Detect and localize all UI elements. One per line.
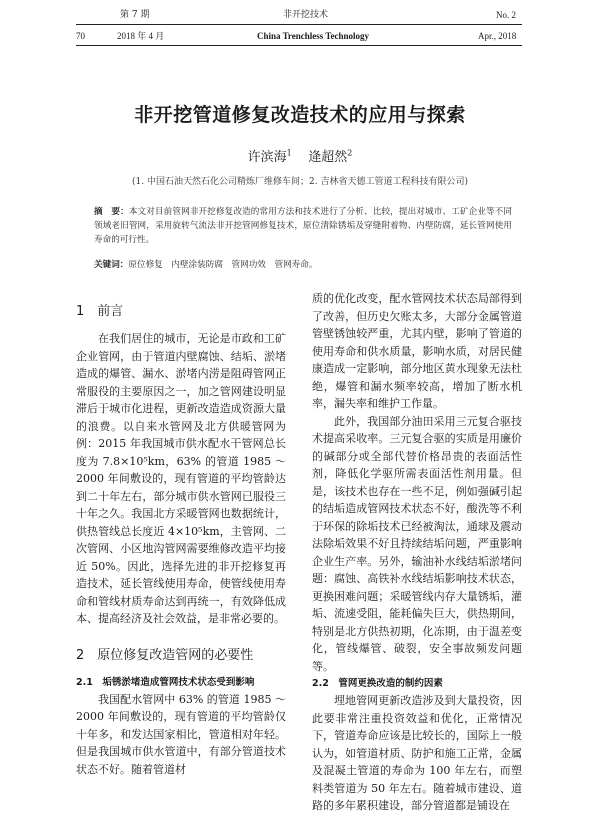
author-line [0, 146, 600, 165]
abstract [94, 205, 512, 247]
author-name: 逄超然 [308, 150, 348, 165]
section-heading: 2 原位修复改造管网的必要性 [76, 647, 254, 663]
paragraph: 我国配水管网中 63% 的管道 1985 ～ 2000 年间敷设的，现有管道的平均管龄仅十年多，和发达国家相比，管道相对年轻。但是我国城市供水管道中，有部分管道技术状态不好。随着管道材 [76, 692, 286, 776]
paragraph: 在我们居住的城市，无论是市政和工矿企业管网，由于管道内壁腐蚀、结垢、淤堵造成的爆管、漏水、淤堵内涝是阻碍管网正常服役的主要原因之一，加之管网建设明显滞后于城市化进程，更新改造造成资源大量的浪费。以自来水管网及北方供暖管网为例：2015 年我国城市供水配水干管网总长度为 7.8×10⁵km，63% 的管道 1985 ～ 2000 年间敷设的，现有管道的平均管龄达到二十年左右，部分城市供水管网已服役三十年之久。我国北方采暖管网也数据统计，供热管线总长度近 4×10⁵km，主管网、二次管网、小区地沟管网需要维修改造平均接近 50%。因此，选择先进的非开挖修复再造技术，延长管线使用寿命，使管线使用寿命和管线材质寿命达到再统一，有效降低成本、提高经济及社会效益，是非常必要的。 [76, 332, 286, 625]
header-issue-en: No. 2 [496, 10, 516, 20]
keywords-label: 关键词： [94, 260, 129, 270]
subsection-heading: 2.2 管网更换改造的制约因素 [312, 678, 443, 689]
header-page-number: 70 [76, 31, 85, 41]
author-name: 许滨海 [247, 150, 287, 165]
header-journal-en: China Trenchless Technology [257, 31, 370, 41]
abstract-label: 摘 要： [94, 207, 129, 217]
keywords [94, 258, 512, 272]
body-right-column [312, 290, 522, 815]
author-affiliation: (1. 中国石油天然石化公司精炼厂维修车间；2. 吉林省天德工管道工程科技有限公司) [132, 177, 468, 187]
header-date-en: Apr., 2018 [478, 31, 517, 41]
paragraph: 质的优化改变，配水管网技术状态局部得到了改善，但历史欠账太多，大部分金属管道管壁锈蚀较严重，尤其内壁，影响了管道的使用寿命和供水质量，影响水质，对居民健康造成一定影响，部分地区黄水现象无法杜绝，爆管和漏水频率较高，增加了断水机率，漏失率和维护工作量。 [312, 292, 522, 410]
header-journal-cn: 非开挖技术 [283, 10, 329, 20]
header-bottom-rule [76, 45, 522, 46]
abstract-text: 本文对目前管网非开挖修复改造的常用方法和技术进行了分析、比较，提出对城市、工矿企业等不同领域老旧管网，采用旋转气流法非开挖管网修复技术，原位清除锈垢及穿缝附着物、内壁防腐，延长管网使用寿命的可行性。 [94, 207, 512, 245]
subsection-heading: 2.1 垢锈淤堵造成管网技术状态受到影响 [76, 676, 255, 688]
header-top-rule [76, 24, 522, 25]
author-affil-mark: 2 [347, 148, 353, 158]
body-left-column [76, 290, 286, 778]
paper-title: 非开挖管道修复改造技术的应用与探索 [134, 104, 466, 126]
paragraph: 埋地管网更新改造涉及到大量投资，因此要非常注重投资效益和优化，正常情况下，管道寿命应该是比较长的，国际上一般认为，如管道材质、防护和施工正常，金属及混凝土管道的寿命为 100 年左右，而塑料类管道为 50 年左右。随着城市建设、道路的多年累积建设，部分管道都是铺设在 [312, 694, 522, 812]
keywords-text: 原位修复 内壁涂装防腐 管网功效 管网寿命。 [128, 260, 318, 270]
author-affil-mark: 1 [286, 148, 292, 158]
section-heading: 1 前言 [76, 304, 124, 319]
header-issue: 第 7 期 [120, 10, 150, 20]
paragraph: 此外，我国部分油田采用三元复合驱技术提高采收率。三元复合驱的实质是用廉价的碱部分或全部代替价格昂贵的表面活性剂，降低化学驱所需表面活性剂用量。但是，该技术也存在一些不足，例如强碱引起的结垢造成管网技术状态不好，酸洗等不利于环保的除垢技术已经被淘汰，通球及震动法除垢效果不好且持续结垢问题，严重影响企业生产率。另外，输油补水线结垢淤堵问题：腐蚀、高铁补水线结垢影响技术状态，更换困难问题；采暖管线内存大量锈垢，灌垢、流速受阻，能耗偏失巨大，供热期间，特别是北方供热初期，化冻期，由于温差变化，管线爆管、破裂，安全事故频发问题等。 [312, 414, 522, 673]
header-date: 2018 年 4 月 [117, 31, 165, 41]
